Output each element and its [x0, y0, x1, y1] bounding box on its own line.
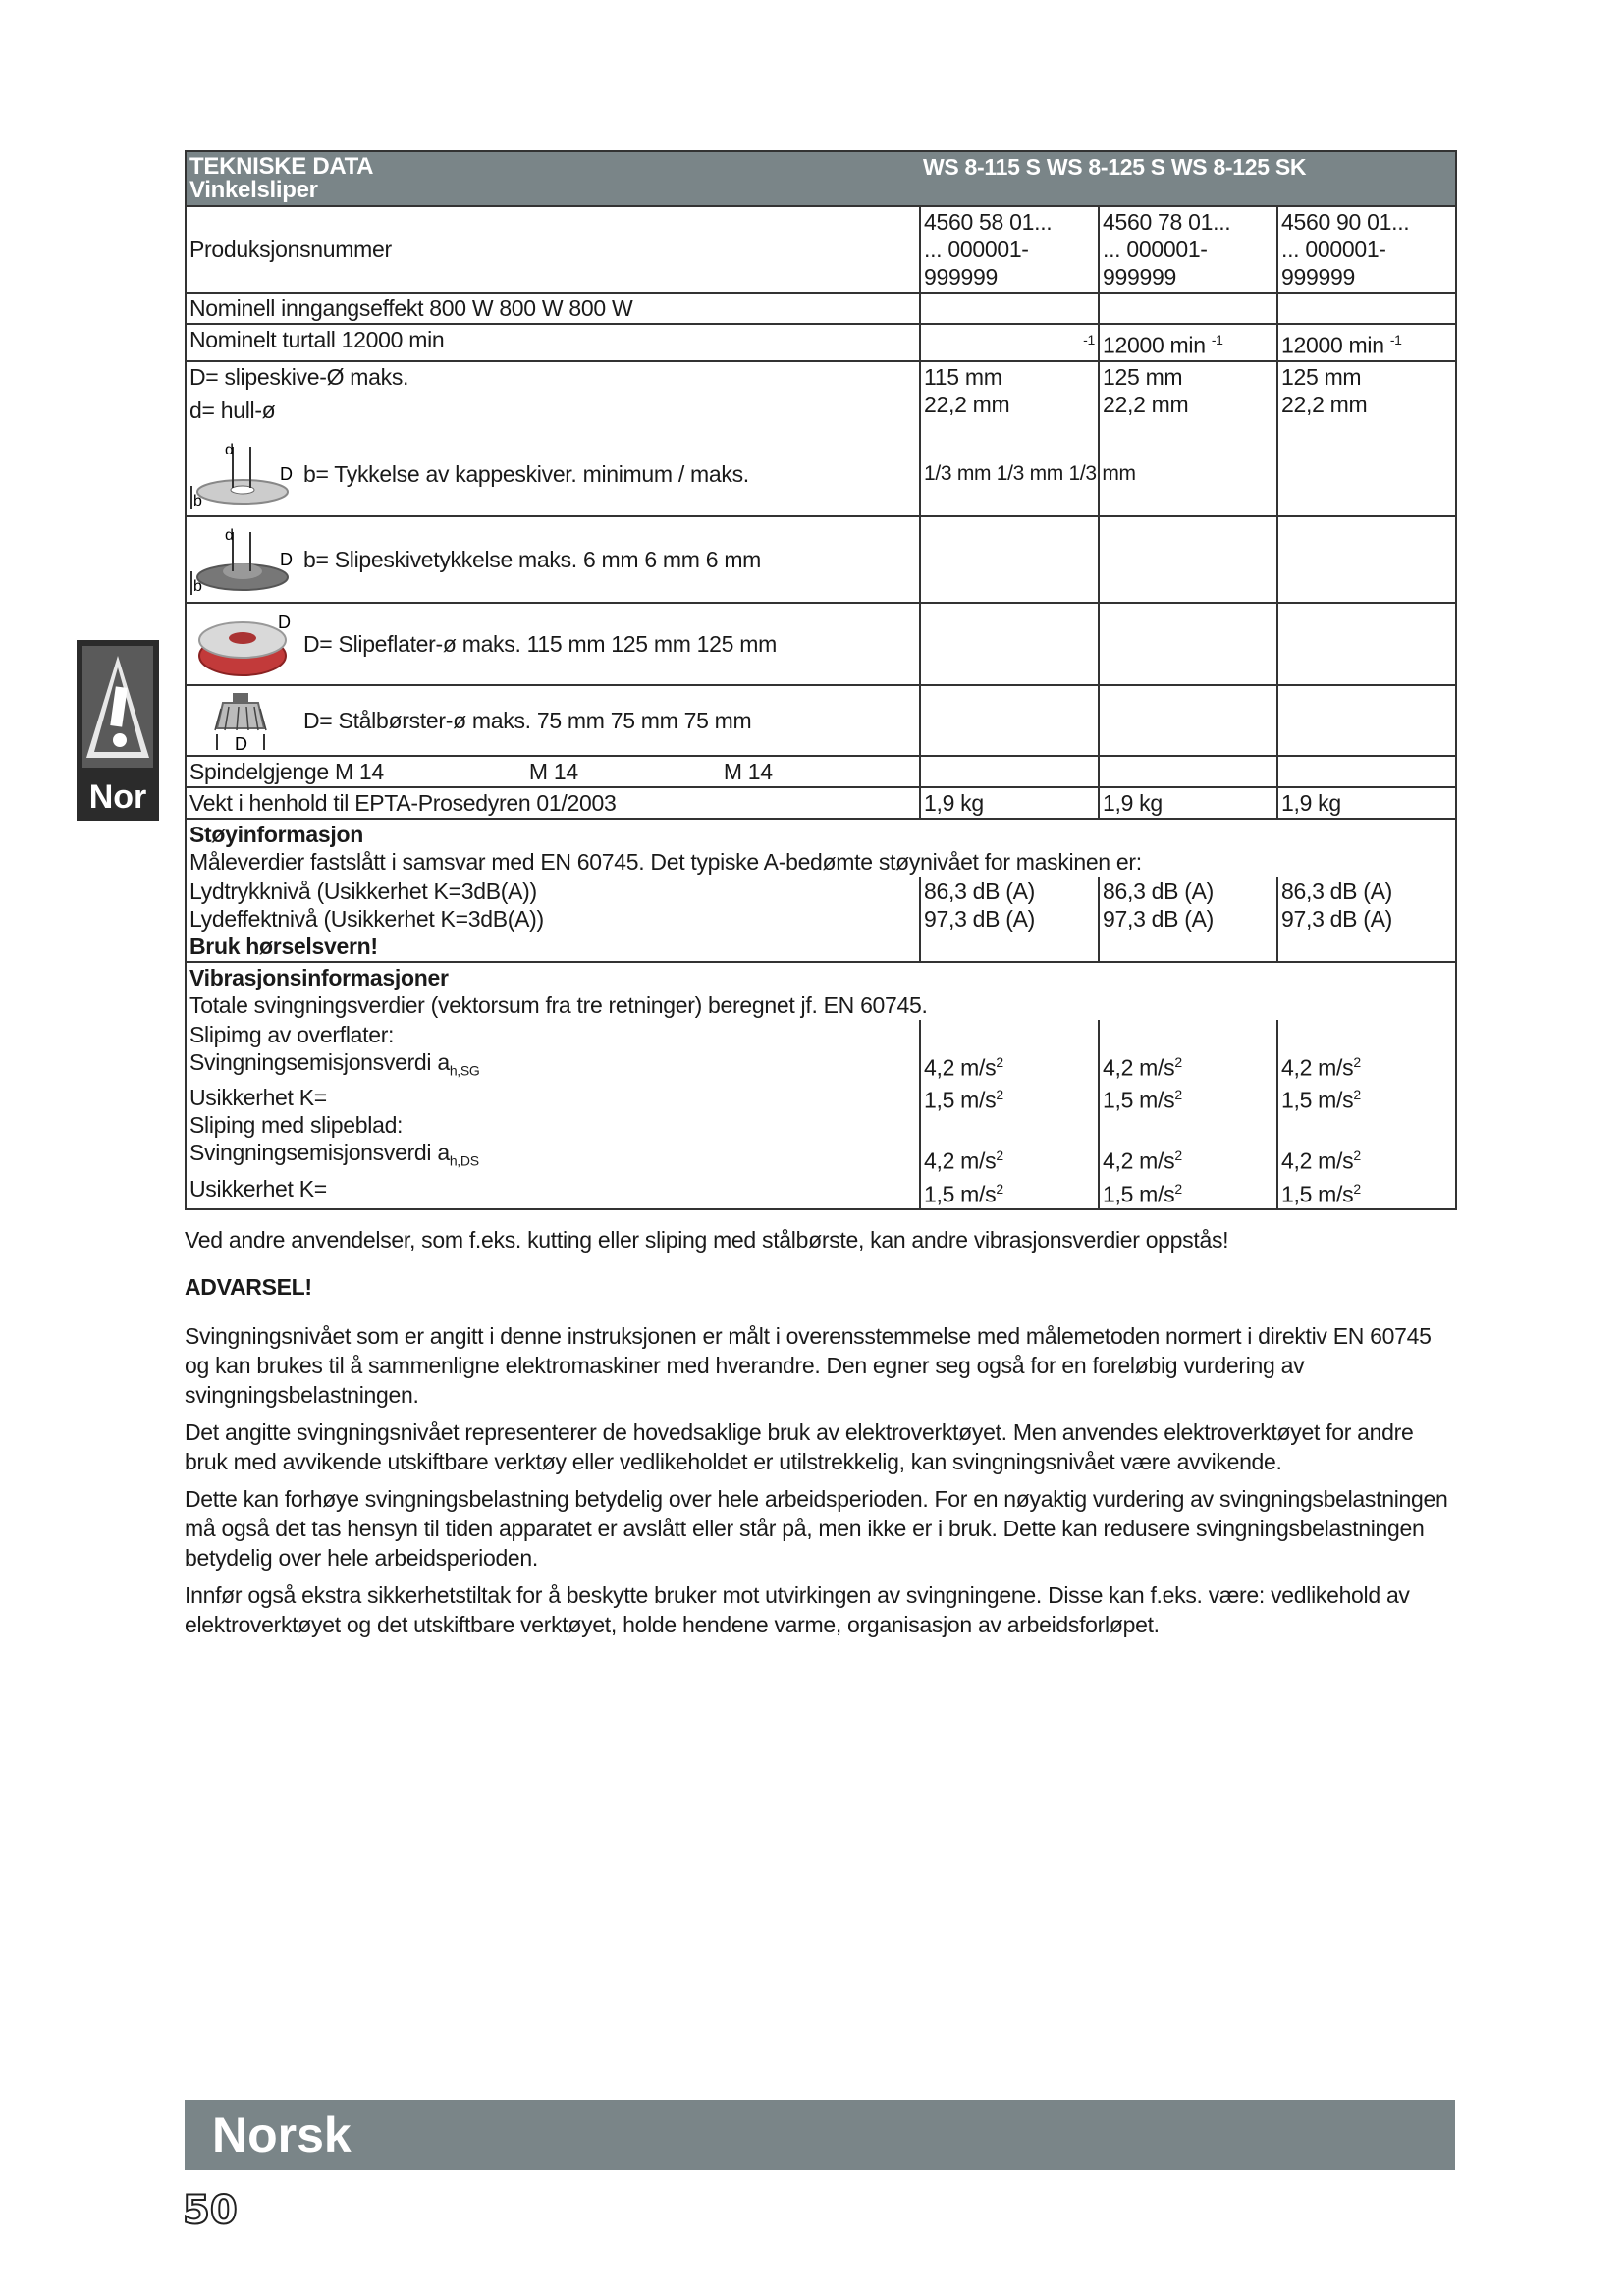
- sq: 2: [1353, 1147, 1361, 1163]
- table-title: TEKNISKE DATA: [189, 153, 374, 180]
- emission-ds-c2: 4,2 m/s: [1103, 1148, 1175, 1174]
- sq: 2: [996, 1180, 1003, 1197]
- spindle-value-2: M 14: [528, 758, 578, 784]
- disc-c3a: 125 mm: [1281, 363, 1362, 390]
- uncertainty-ds-c3: 1,5 m/s: [1281, 1181, 1354, 1207]
- speed-c3: [1277, 324, 1456, 361]
- table-header-row: [186, 151, 1456, 206]
- speed-c2-sup: -1: [1211, 332, 1223, 347]
- table-row: [186, 603, 1456, 685]
- uncertainty-ds-label: Usikkerhet K=: [189, 1175, 327, 1201]
- sound-power-label: Lydeffektnivå (Usikkerhet K=3dB(A)): [189, 905, 544, 932]
- wire-brush-icon: [189, 689, 296, 752]
- language-tab-label: Nor: [77, 774, 159, 821]
- cut-thickness-label: b= Tykkelse av kappeskiver. minimum / maks.: [303, 461, 749, 488]
- speed-c2-value: 12000 min: [1103, 332, 1206, 358]
- emission-sg-label: [189, 1048, 916, 1085]
- footer-language-band: Norsk: [185, 2100, 1455, 2170]
- table-row: [186, 877, 1456, 962]
- flap-disc-icon: [189, 607, 296, 681]
- paragraph-1: Svingningsnivået som er angitt i denne instruksjonen er målt i overensstemmelse med målemetoden normert i direktiv EN 60745 og kan brukes til å sammenligne elektromaskiner med hverandre. Den egner seg også for en foreløbig vurdering av svingningsbelastningen.: [185, 1323, 1432, 1408]
- warning-heading: ADVARSEL!: [185, 1274, 312, 1300]
- table-row: [186, 361, 1456, 434]
- icon-label-d: d: [225, 442, 234, 459]
- emission-sg-c3: 4,2 m/s: [1281, 1054, 1354, 1081]
- emission-sg-c1: 4,2 m/s: [924, 1054, 997, 1081]
- disc-c1a: 115 mm: [924, 363, 1002, 390]
- paragraph-3: Dette kan forhøye svingningsbelastning betydelig over hele arbeidsperioden. For en nøyaktig vurdering av svingningsbelastningen må også det tas hensyn til tiden apparatet er avslått eller står på, men ikke er i bruk. Dette kan redusere svingningsbelastningen betydelig over hele arbeidsperioden.: [185, 1486, 1448, 1571]
- speed-c3-sup: -1: [1389, 332, 1402, 347]
- wire-brush-label: D= Stålbørster-ø maks. 75 mm 75 mm 75 mm: [303, 707, 752, 733]
- sq: 2: [1353, 1180, 1361, 1197]
- uncertainty-ds-c2: 1,5 m/s: [1103, 1181, 1175, 1207]
- sound-pressure-c2: 86,3 dB (A): [1103, 878, 1215, 904]
- weight-c1: 1,9 kg: [920, 787, 1099, 819]
- uncertainty-ds-c1: 1,5 m/s: [924, 1181, 997, 1207]
- sq: 2: [1174, 1147, 1182, 1163]
- sound-pressure-c1: 86,3 dB (A): [924, 878, 1036, 904]
- production-number-label: Produksjonsnummer: [186, 206, 920, 293]
- icon-label-D: D: [278, 612, 291, 632]
- icon-label-D: D: [280, 549, 293, 569]
- noise-title: Støyinformasjon: [189, 821, 363, 847]
- uncertainty-sg-c2: 1,5 m/s: [1103, 1087, 1175, 1113]
- paragraph-2: Det angitte svingningsnivået representerer de hovedsaklige bruk av elektroverktøyet. Men anvendes elektroverktøyet for andre bruk med avvikende utskiftbare verktøy eller vedlikeholdet er utilstrekkelig, kan svingningsnivået være avvikende.: [185, 1419, 1414, 1474]
- sq: 2: [1353, 1053, 1361, 1070]
- disc-sanding-label: Sliping med slipeblad:: [189, 1112, 404, 1139]
- flap-disc-label: D= Slipeflater-ø maks. 115 mm 125 mm 125 mm: [303, 630, 777, 657]
- vibration-title: Vibrasjonsinformasjoner: [189, 964, 449, 990]
- prodnum-1a: 4560 58 01...: [924, 209, 1053, 235]
- surface-grinding-label: Slipimg av overflater:: [189, 1021, 395, 1047]
- uncertainty-sg-c1: 1,5 m/s: [924, 1087, 997, 1113]
- table-row: [186, 434, 1456, 516]
- speed-c1: -1: [920, 324, 1099, 361]
- weight-c3: 1,9 kg: [1277, 787, 1456, 819]
- prodnum-2b: ... 000001-999999: [1103, 237, 1208, 290]
- hearing-protection-warning: Bruk hørselsvern!: [189, 933, 378, 959]
- emission-ds-c3: 4,2 m/s: [1281, 1148, 1354, 1174]
- sq: 2: [1174, 1180, 1182, 1197]
- prodnum-3a: 4560 90 01...: [1281, 209, 1410, 235]
- weight-label: Vekt i henhold til EPTA-Prosedyren 01/2003: [186, 787, 920, 819]
- speed-c2: [1099, 324, 1277, 361]
- sq: 2: [1174, 1053, 1182, 1070]
- prodnum-3b: ... 000001-999999: [1281, 237, 1386, 290]
- vibration-note: Ved andre anvendelser, som f.eks. kutting eller sliping med stålbørste, kan andre vibrasjonsverdier oppstås!: [185, 1227, 1229, 1253]
- emission-sg-c2: 4,2 m/s: [1103, 1054, 1175, 1081]
- vibration-c2: [1099, 1020, 1277, 1210]
- uncertainty-sg-c3: 1,5 m/s: [1281, 1087, 1354, 1113]
- table-row: [186, 324, 1456, 361]
- sound-power-c2: 97,3 dB (A): [1103, 905, 1215, 932]
- cut-thickness-value: 1/3 mm 1/3 mm 1/3 mm: [920, 434, 1099, 516]
- icon-label-D: D: [280, 464, 293, 485]
- technical-data-table: [185, 150, 1457, 1210]
- table-row: [186, 1020, 1456, 1210]
- prodnum-2a: 4560 78 01...: [1103, 209, 1231, 235]
- sq: 2: [996, 1087, 1003, 1103]
- disc-c2b: 22,2 mm: [1103, 391, 1189, 417]
- spindle-cell: [186, 756, 920, 787]
- emission-ds-label: [189, 1139, 916, 1175]
- weight-c2: 1,9 kg: [1099, 787, 1277, 819]
- sq: 2: [1353, 1087, 1361, 1103]
- emission-sg-text: Svingningsemisjonsverdi a: [189, 1048, 450, 1075]
- table-row: [186, 206, 1456, 293]
- disc-c3b: 22,2 mm: [1281, 391, 1368, 417]
- table-row: [186, 516, 1456, 603]
- noise-description: Måleverdier fastslått i samsvar med EN 60745. Det typiske A-bedømte støynivået for maskinen er:: [189, 848, 1142, 875]
- model-names: WS 8-115 S WS 8-125 S WS 8-125 SK: [920, 151, 1456, 206]
- sound-pressure-label: Lydtrykknivå (Usikkerhet K=3dB(A)): [189, 878, 537, 904]
- spindle-label: Spindelgjenge M 14: [189, 758, 384, 784]
- emission-ds-c1: 4,2 m/s: [924, 1148, 997, 1174]
- paragraph-4: Innfør også ekstra sikkerhetstiltak for å beskytte bruker mot utvirkingen av svingningene. Disse kan f.eks. være: vedlikehold av elektroverktøyet og det utskiftbare verktøyet, holde hendene varme, organisasjon av arbeidsforløpet.: [185, 1582, 1410, 1637]
- body-text: [185, 1225, 1455, 1647]
- grind-thickness-label: b= Slipeskivetykkelse maks. 6 mm 6 mm 6 mm: [303, 546, 762, 572]
- emission-ds-text: Svingningsemisjonsverdi a: [189, 1140, 450, 1166]
- prodnum-1b: ... 000001-999999: [924, 237, 1029, 290]
- vibration-description: Totale svingningsverdier (vektorsum fra tre retninger) beregnet jf. EN 60745.: [189, 991, 928, 1018]
- icon-label-d: d: [225, 526, 234, 544]
- sq: 2: [1174, 1087, 1182, 1103]
- table-row: [186, 787, 1456, 819]
- speed-c3-value: 12000 min: [1281, 332, 1384, 358]
- sound-power-c3: 97,3 dB (A): [1281, 905, 1393, 932]
- disc-c1b: 22,2 mm: [924, 391, 1010, 417]
- emission-ds-sub: h,DS: [449, 1152, 479, 1169]
- language-sidebar-tab: [77, 640, 159, 821]
- page-number: 50: [183, 2188, 238, 2233]
- grinding-disc-icon: [189, 522, 296, 597]
- icon-label-b: b: [193, 493, 202, 510]
- sound-power-c1: 97,3 dB (A): [924, 905, 1036, 932]
- icon-label-b: b: [193, 577, 202, 595]
- sq: 2: [996, 1147, 1003, 1163]
- table-row: [186, 685, 1456, 756]
- disc-c2a: 125 mm: [1103, 363, 1183, 390]
- hole-diameter-label: d= hull-ø: [189, 397, 276, 423]
- cutting-disc-icon: [189, 437, 296, 511]
- table-row: [186, 293, 1456, 324]
- uncertainty-sg-label: Usikkerhet K=: [189, 1085, 327, 1111]
- sound-pressure-c3: 86,3 dB (A): [1281, 878, 1393, 904]
- spindle-value-3: M 14: [723, 758, 773, 784]
- sq: 2: [996, 1053, 1003, 1070]
- table-row: [186, 962, 1456, 1020]
- vibration-c1: [920, 1020, 1099, 1210]
- table-row: [186, 819, 1456, 877]
- emission-sg-sub: h,SG: [449, 1062, 480, 1079]
- disc-diameter-label: D= slipeskive-Ø maks.: [189, 363, 409, 390]
- warning-triangle-icon: [82, 646, 153, 768]
- table-subtitle: Vinkelsliper: [189, 177, 318, 203]
- power-label: Nominell inngangseffekt 800 W 800 W 800 W: [186, 293, 920, 324]
- warning-box: [77, 640, 159, 774]
- vibration-c3: [1277, 1020, 1456, 1210]
- table-row: [186, 756, 1456, 787]
- icon-label-D: D: [235, 733, 247, 752]
- speed-label: Nominelt turtall 12000 min: [186, 324, 920, 361]
